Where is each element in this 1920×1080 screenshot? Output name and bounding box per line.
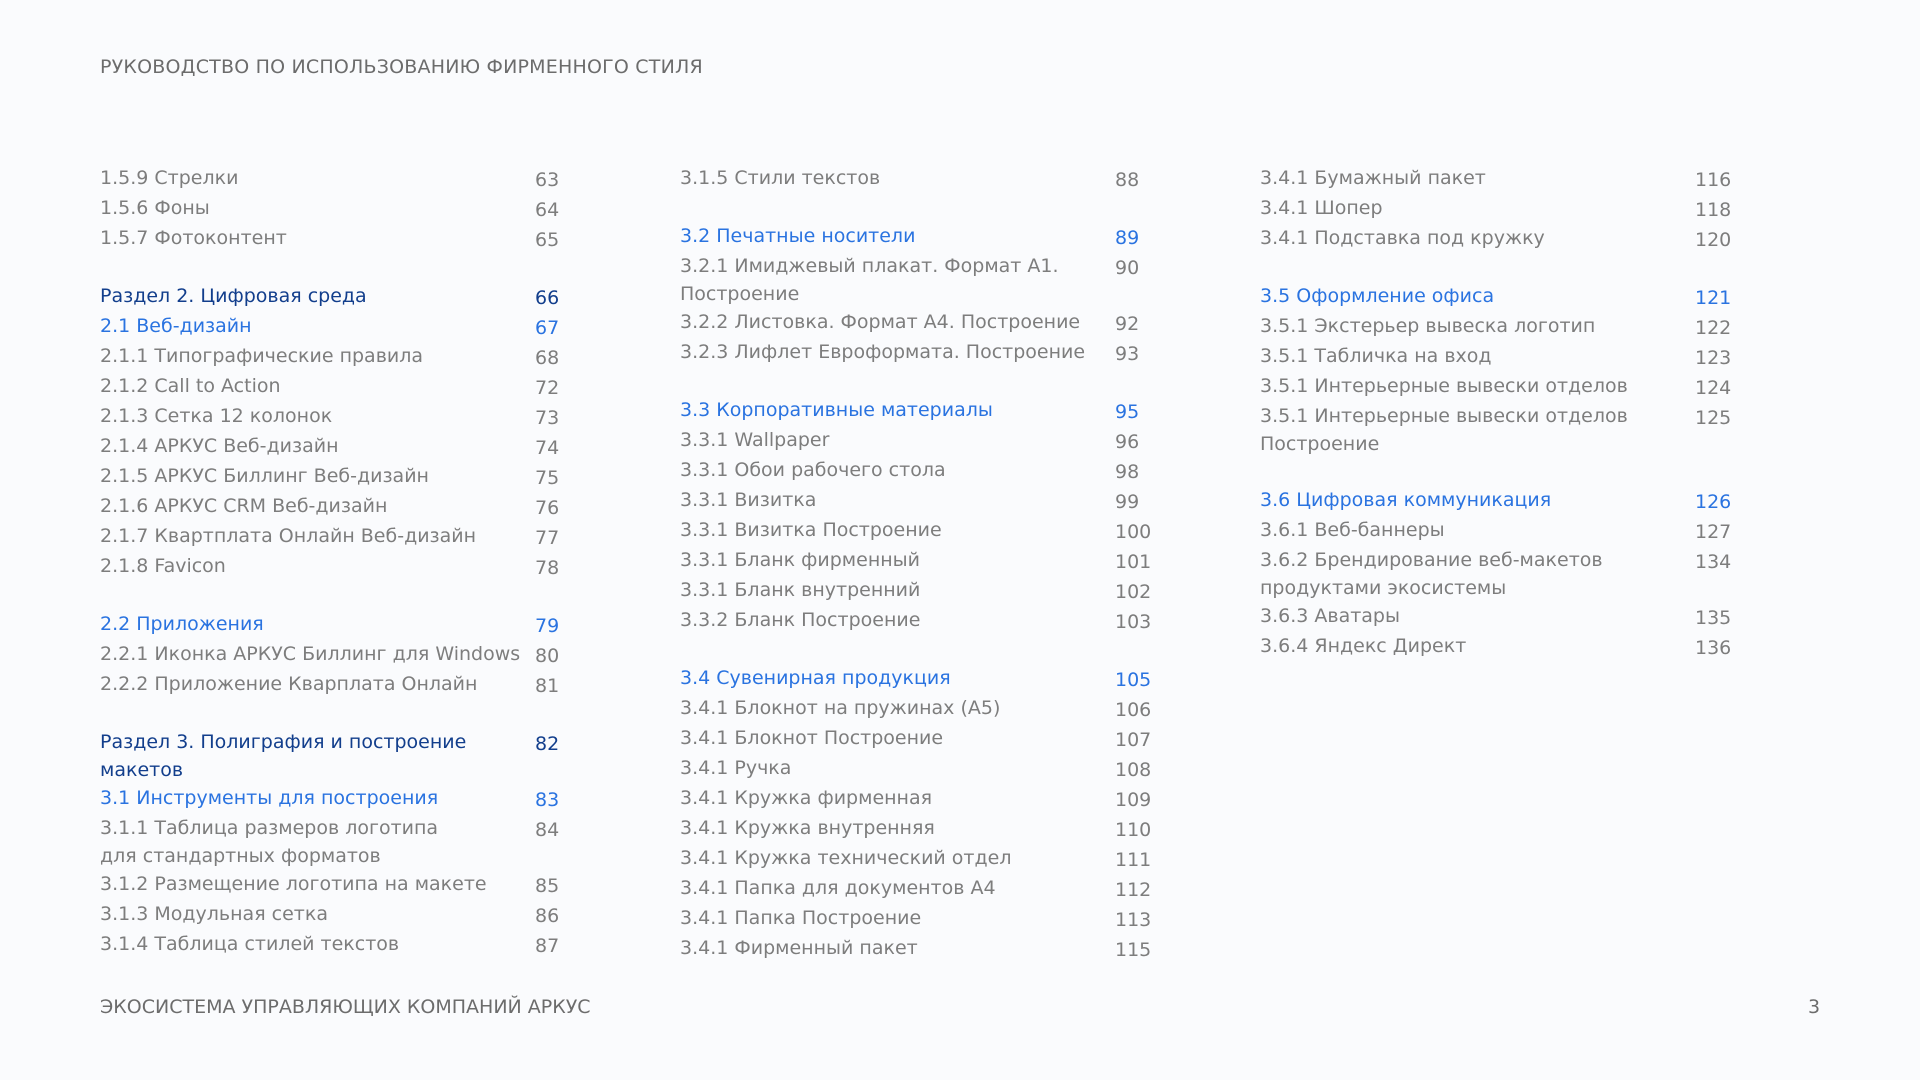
toc-entry-title: 2.1.3 Сетка 12 колонок [100,405,333,427]
toc-entry-title: 3.1.2 Размещение логотипа на макете [100,873,487,895]
toc-entry-page: 120 [1695,229,1732,251]
toc-entry-page: 67 [535,317,560,339]
toc-entry-title: 3.4.1 Ручка [680,757,792,779]
toc-subsection-entry[interactable] [1260,282,1740,312]
toc-entry-page: 123 [1695,347,1732,369]
toc-entry-title: 3.4.1 Кружка фирменная [680,787,933,809]
toc-entry-page: 84 [535,819,560,841]
toc-entry-title: Раздел 2. Цифровая среда [100,285,367,307]
toc-entry-title: 3.1.1 Таблица размеров логотипа для стандартных форматов [100,817,439,867]
toc-entry-page: 90 [1115,257,1140,279]
toc-subsection-entry[interactable] [680,396,1160,426]
toc-entry-page: 82 [535,733,560,755]
toc-item-entry[interactable] [680,606,1160,636]
toc-entry-title: 3.1.3 Модульная сетка [100,903,328,925]
toc-subsection-entry[interactable] [1260,486,1740,516]
toc-entry-title: 3.3.1 Обои рабочего стола [680,459,946,481]
toc-item-entry[interactable] [1260,224,1740,254]
toc-entry-title: 3.4 Сувенирная продукция [680,667,951,689]
toc-entry-page: 121 [1695,287,1732,309]
toc-entry-page: 93 [1115,343,1140,365]
toc-entry-page: 89 [1115,227,1140,249]
toc-entry-title: 1.5.7 Фотоконтент [100,227,287,249]
toc-item-entry[interactable] [680,456,1160,486]
toc-column-1 [100,164,580,988]
toc-item-entry[interactable] [1260,402,1740,458]
toc-entry-page: 95 [1115,401,1140,423]
toc-item-entry[interactable] [100,402,580,432]
toc-entry-title: 2.1.4 АРКУС Веб-дизайн [100,435,339,457]
toc-item-entry[interactable] [1260,632,1740,662]
toc-entry-title: 2.1.1 Типографические правила [100,345,424,367]
toc-item-entry[interactable] [1260,372,1740,402]
toc-item-entry[interactable] [100,462,580,492]
toc-item-entry[interactable] [680,486,1160,516]
toc-section [1260,164,1740,254]
toc-entry-title: 3.4.1 Папка для документов А4 [680,877,996,899]
toc-item-entry[interactable] [680,844,1160,874]
toc-entry-title: 3.6.4 Яндекс Директ [1260,635,1467,657]
toc-entry-page: 83 [535,789,560,811]
toc-entry-title: 3.1.4 Таблица стилей текстов [100,933,400,955]
toc-item-entry[interactable] [680,338,1160,368]
toc-item-entry[interactable] [680,252,1160,308]
toc-item-entry[interactable] [100,552,580,582]
toc-section [100,610,580,700]
toc-section [1260,486,1740,662]
toc-item-entry[interactable] [680,754,1160,784]
toc-entry-title: 3.6 Цифровая коммуникация [1260,489,1552,511]
toc-entry-page: 100 [1115,521,1152,543]
toc-entry-title: 3.4.1 Блокнот Построение [680,727,944,749]
toc-entry-page: 105 [1115,669,1152,691]
toc-entry-title: 3.4.1 Фирменный пакет [680,937,918,959]
toc-entry-page: 80 [535,645,560,667]
toc-item-entry[interactable] [1260,164,1740,194]
toc-item-entry[interactable] [1260,602,1740,632]
toc-entry-page: 72 [535,377,560,399]
toc-column-3 [1260,164,1740,690]
page-number: 3 [1808,996,1821,1018]
toc-item-entry[interactable] [100,870,580,900]
toc-entry-page: 108 [1115,759,1152,781]
toc-entry-title: 2.2.1 Иконка АРКУС Биллинг для Windows [100,643,521,665]
toc-entry-title: 3.2 Печатные носители [680,225,916,247]
toc-entry-title: 3.6.1 Веб-баннеры [1260,519,1445,541]
toc-section [680,396,1160,636]
toc-item-entry[interactable] [1260,312,1740,342]
toc-entry-page: 103 [1115,611,1152,633]
toc-item-entry[interactable] [1260,342,1740,372]
toc-entry-title: 3.4.1 Кружка технический отдел [680,847,1012,869]
toc-item-entry[interactable] [100,432,580,462]
toc-item-entry[interactable] [100,522,580,552]
toc-entry-page: 99 [1115,491,1140,513]
toc-item-entry[interactable] [100,930,580,960]
toc-entry-title: 2.2.2 Приложение Кварплата Онлайн [100,673,478,695]
toc-entry-page: 96 [1115,431,1140,453]
toc-entry-title: 2.1.8 Favicon [100,555,226,577]
document-title: РУКОВОДСТВО ПО ИСПОЛЬЗОВАНИЮ ФИРМЕННОГО СТИЛЯ [100,56,703,78]
toc-entry-page: 68 [535,347,560,369]
toc-entry-page: 136 [1695,637,1732,659]
toc-entry-title: 3.1.5 Стили текстов [680,167,881,189]
toc-entry-page: 78 [535,557,560,579]
toc-section [680,164,1160,194]
toc-entry-title: 2.1.2 Call to Action [100,375,281,397]
toc-entry-title: 3.4.1 Папка Построение [680,907,922,929]
toc-entry-title: 2.1.7 Квартплата Онлайн Веб-дизайн [100,525,477,547]
toc-entry-page: 88 [1115,169,1140,191]
toc-entry-page: 63 [535,169,560,191]
toc-entry-title: 3.4.1 Блокнот на пружинах (А5) [680,697,1001,719]
toc-part-entry[interactable] [100,282,580,312]
toc-entry-title: 3.1 Инструменты для построения [100,787,439,809]
toc-entry-page: 118 [1695,199,1732,221]
toc-entry-title: 3.3.1 Визитка Построение [680,519,942,541]
toc-entry-title: 3.6.3 Аватары [1260,605,1400,627]
toc-entry-page: 112 [1115,879,1152,901]
toc-item-entry[interactable] [680,874,1160,904]
toc-entry-page: 75 [535,467,560,489]
toc-entry-page: 66 [535,287,560,309]
toc-entry-title: 3.6.2 Брендирование веб-макетов продуктами экосистемы [1260,549,1603,599]
toc-entry-title: Раздел 3. Полиграфия и построение макетов [100,731,467,781]
toc-entry-title: 3.5.1 Интерьерные вывески отделов Построение [1260,405,1628,455]
toc-item-entry[interactable] [100,224,580,254]
toc-item-entry[interactable] [680,724,1160,754]
toc-column-2 [680,164,1160,992]
toc-entry-title: 1.5.6 Фоны [100,197,210,219]
toc-item-entry[interactable] [680,814,1160,844]
toc-entry-page: 73 [535,407,560,429]
toc-entry-title: 2.2 Приложения [100,613,264,635]
toc-entry-page: 107 [1115,729,1152,751]
toc-item-entry[interactable] [1260,546,1740,602]
footer-company-name: ЭКОСИСТЕМА УПРАВЛЯЮЩИХ КОМПАНИЙ АРКУС [100,996,591,1018]
toc-entry-page: 109 [1115,789,1152,811]
toc-entry-title: 3.5.1 Экстерьер вывеска логотип [1260,315,1596,337]
toc-item-entry[interactable] [1260,194,1740,224]
toc-entry-title: 2.1.6 АРКУС CRM Веб-дизайн [100,495,388,517]
toc-entry-page: 87 [535,935,560,957]
toc-item-entry[interactable] [680,784,1160,814]
toc-item-entry[interactable] [100,342,580,372]
toc-entry-page: 79 [535,615,560,637]
toc-item-entry[interactable] [680,694,1160,724]
toc-entry-page: 116 [1695,169,1732,191]
toc-item-entry[interactable] [680,576,1160,606]
toc-item-entry[interactable] [100,164,580,194]
toc-entry-title: 3.3 Корпоративные материалы [680,399,993,421]
toc-entry-title: 3.5.1 Интерьерные вывески отделов [1260,375,1628,397]
toc-entry-page: 86 [535,905,560,927]
toc-entry-page: 65 [535,229,560,251]
toc-entry-title: 3.3.2 Бланк Построение [680,609,921,631]
toc-subsection-entry[interactable] [680,222,1160,252]
toc-entry-page: 126 [1695,491,1732,513]
toc-item-entry[interactable] [100,900,580,930]
toc-entry-title: 3.2.2 Листовка. Формат А4. Построение [680,311,1081,333]
toc-subsection-entry[interactable] [680,664,1160,694]
toc-entry-title: 2.1 Веб-дизайн [100,315,252,337]
toc-entry-title: 2.1.5 АРКУС Биллинг Веб-дизайн [100,465,429,487]
toc-item-entry[interactable] [100,640,580,670]
toc-entry-title: 3.5 Оформление офиса [1260,285,1495,307]
toc-entry-page: 124 [1695,377,1732,399]
toc-section [680,222,1160,368]
toc-subsection-entry[interactable] [100,312,580,342]
toc-item-entry[interactable] [100,372,580,402]
toc-entry-page: 115 [1115,939,1152,961]
toc-entry-page: 85 [535,875,560,897]
toc-entry-title: 3.4.1 Кружка внутренняя [680,817,935,839]
toc-item-entry[interactable] [100,670,580,700]
toc-entry-title: 3.5.1 Табличка на вход [1260,345,1492,367]
toc-entry-page: 127 [1695,521,1732,543]
toc-entry-page: 110 [1115,819,1152,841]
toc-subsection-entry[interactable] [100,784,580,814]
toc-entry-title: 1.5.9 Стрелки [100,167,239,189]
toc-item-entry[interactable] [100,194,580,224]
toc-entry-page: 77 [535,527,560,549]
toc-entry-title: 3.2.3 Лифлет Евроформата. Построение [680,341,1086,363]
toc-entry-title: 3.4.1 Шопер [1260,197,1383,219]
toc-entry-page: 81 [535,675,560,697]
toc-item-entry[interactable] [680,546,1160,576]
toc-entry-page: 102 [1115,581,1152,603]
toc-item-entry[interactable] [680,426,1160,456]
toc-entry-page: 111 [1115,849,1152,871]
toc-entry-page: 135 [1695,607,1732,629]
toc-entry-page: 101 [1115,551,1152,573]
toc-item-entry[interactable] [680,516,1160,546]
toc-item-entry[interactable] [680,904,1160,934]
toc-item-entry[interactable] [1260,516,1740,546]
toc-item-entry[interactable] [680,934,1160,964]
toc-item-entry[interactable] [680,308,1160,338]
toc-entry-page: 74 [535,437,560,459]
toc-entry-page: 64 [535,199,560,221]
toc-section [100,728,580,960]
toc-item-entry[interactable] [100,814,580,870]
toc-entry-title: 3.3.1 Бланк внутренний [680,579,921,601]
toc-item-entry[interactable] [100,492,580,522]
toc-section [100,282,580,582]
toc-entry-page: 113 [1115,909,1152,931]
toc-entry-title: 3.3.1 Визитка [680,489,817,511]
toc-subsection-entry[interactable] [100,610,580,640]
toc-entry-page: 98 [1115,461,1140,483]
toc-entry-page: 76 [535,497,560,519]
toc-entry-page: 106 [1115,699,1152,721]
toc-entry-title: 3.4.1 Бумажный пакет [1260,167,1486,189]
toc-section [100,164,580,254]
toc-entry-page: 134 [1695,551,1732,573]
toc-entry-page: 122 [1695,317,1732,339]
toc-entry-title: 3.3.1 Wallpaper [680,429,830,451]
toc-part-entry[interactable] [100,728,580,784]
toc-entry-page: 125 [1695,407,1732,429]
toc-entry-page: 92 [1115,313,1140,335]
toc-entry-title: 3.3.1 Бланк фирменный [680,549,921,571]
toc-entry-title: 3.4.1 Подставка под кружку [1260,227,1545,249]
toc-entry-title: 3.2.1 Имиджевый плакат. Формат А1. Построение [680,255,1059,305]
toc-item-entry[interactable] [680,164,1160,194]
toc-section [1260,282,1740,458]
toc-section [680,664,1160,964]
